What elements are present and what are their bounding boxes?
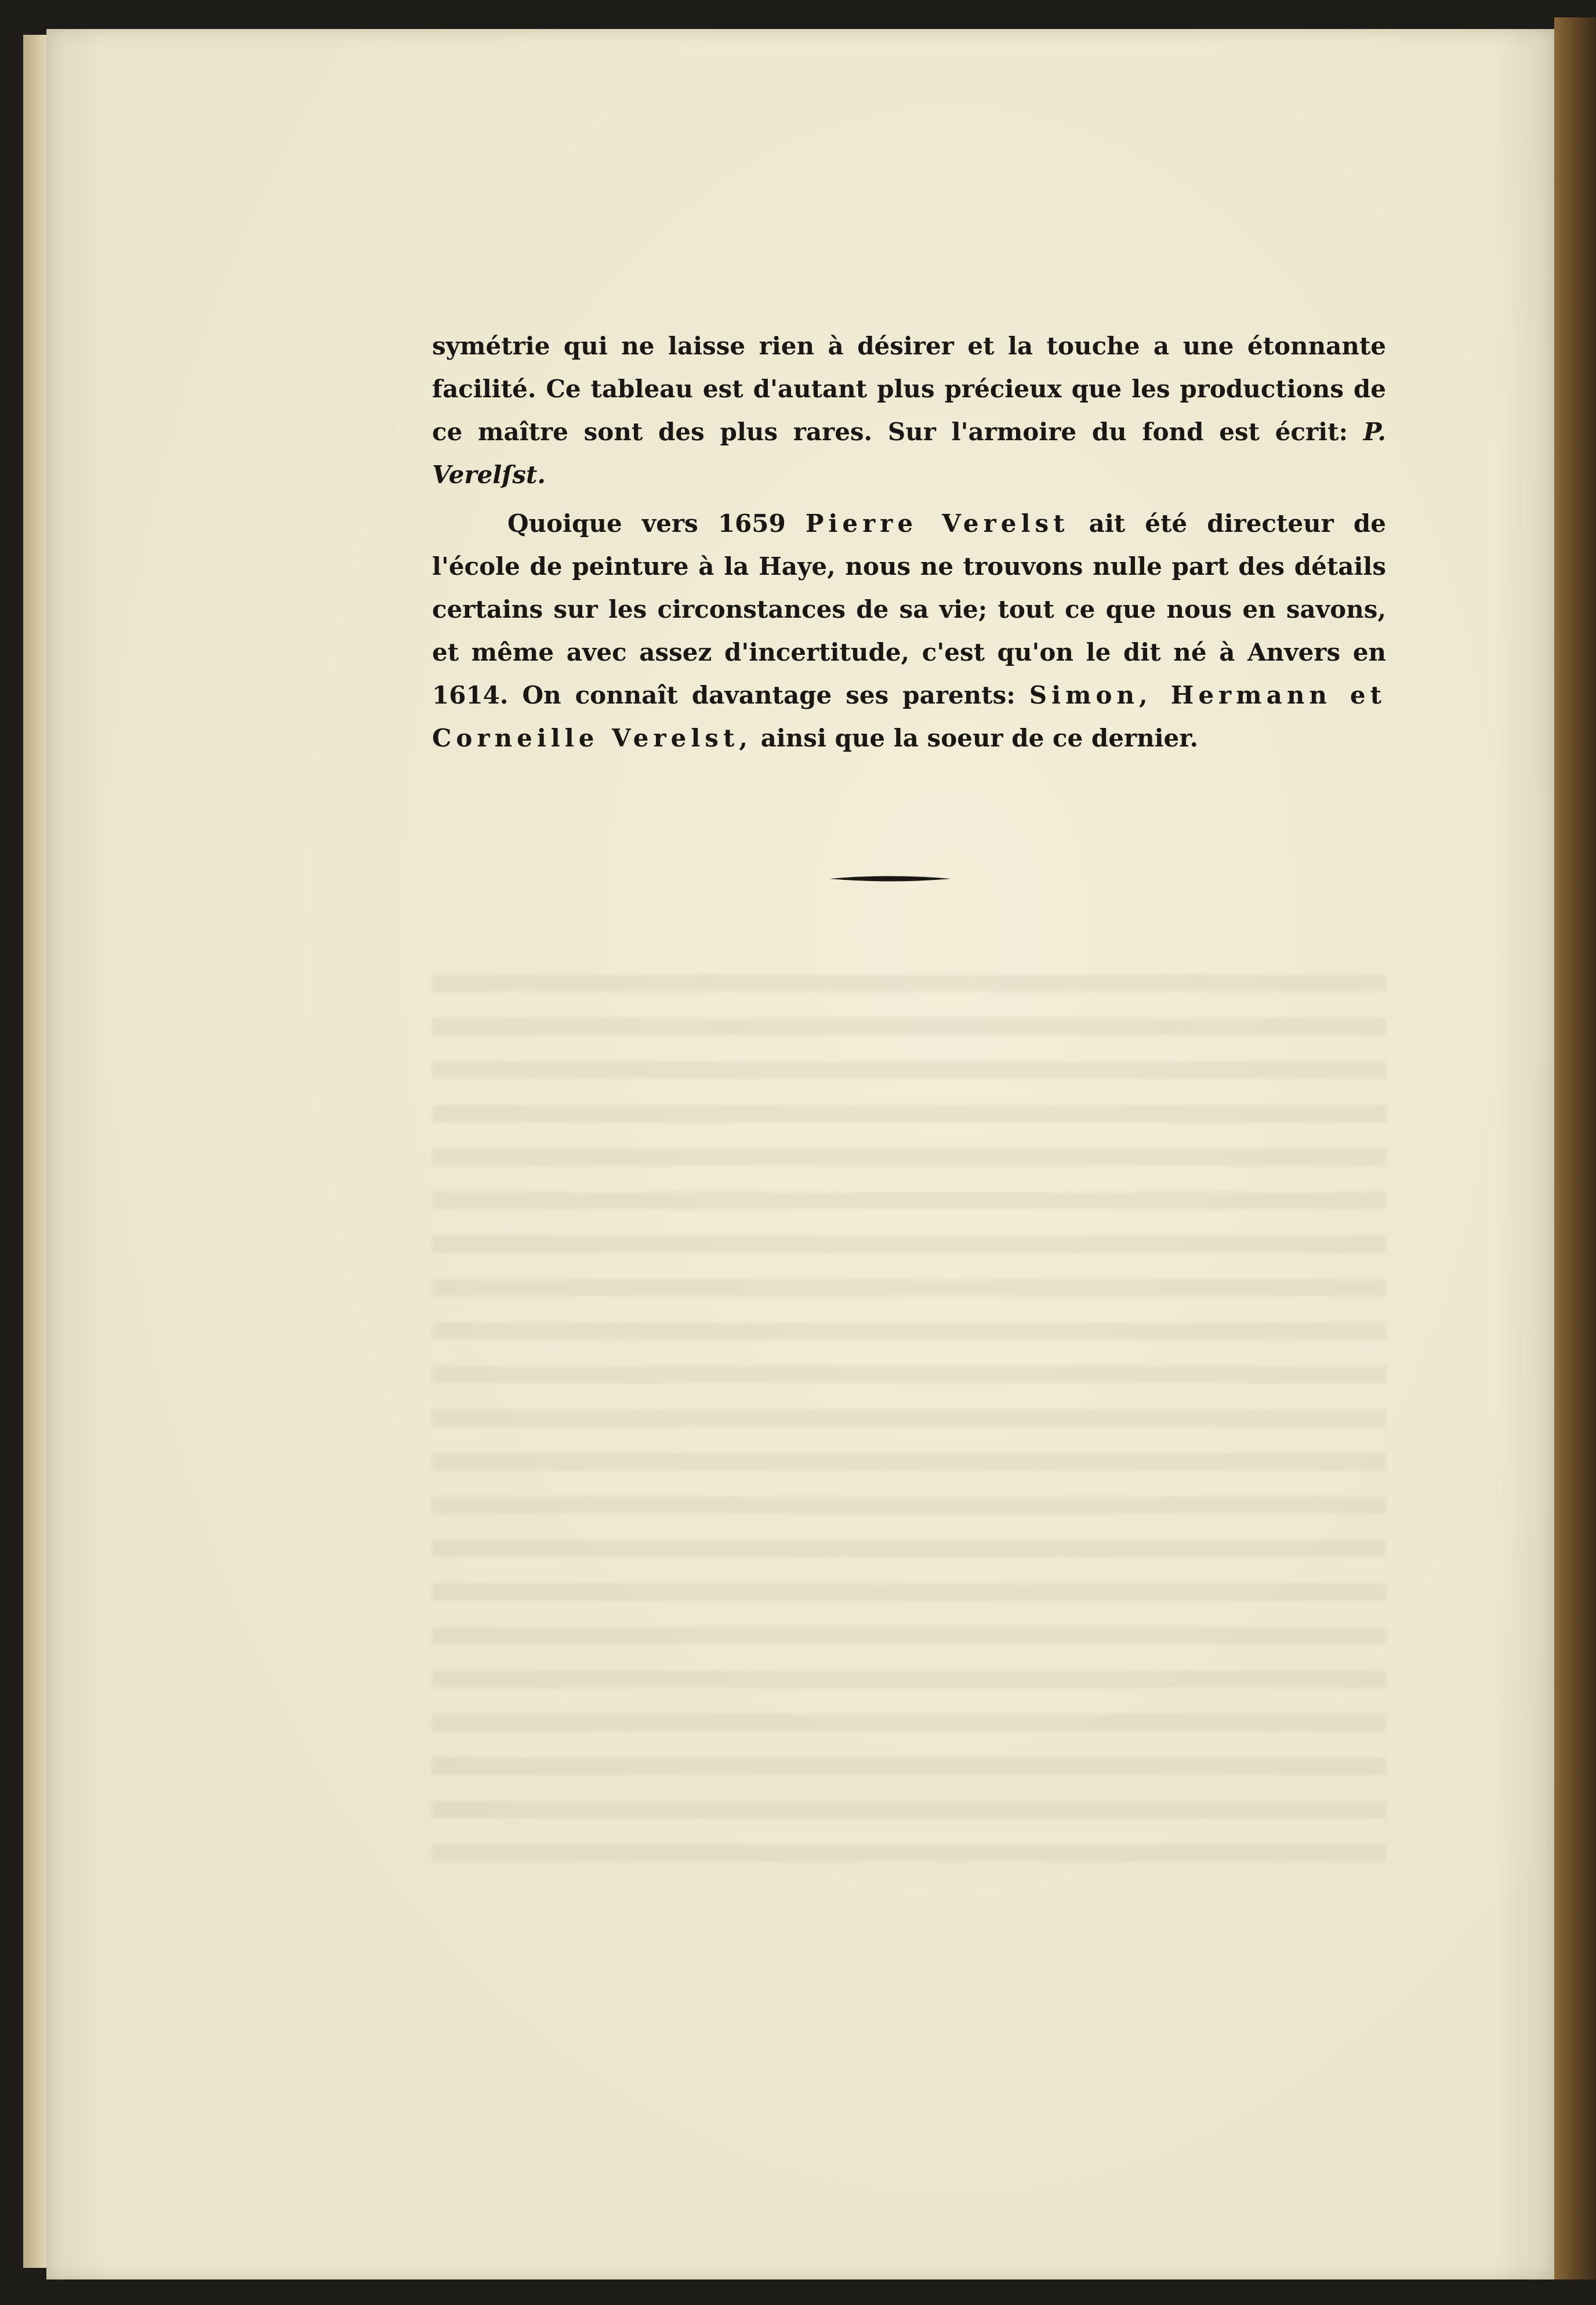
paragraph-2 [432,502,1386,760]
binding-edge-right [1554,17,1596,2279]
names-parents: Simon, Hermann et Corneille Verelst, [432,681,1386,752]
end-rule [829,875,951,883]
body-text [432,325,1386,760]
paragraph-2-ending: ainsi que la soeur de ce dernier. [752,724,1199,752]
paragraph-2-body: ait été directeur de l'école de peinture à la Haye, nous ne trouvons nulle part des détails certains sur les circonstances de sa vie; tout ce que nous en savons, et même avec assez d'incertitude, c'est qu'on le dit né à Anvers en 1614. On connaît davantage ses parents: [432,509,1386,709]
paragraph-2-start: Quoique vers 1659 [507,509,806,538]
bleed-through-text [432,974,1386,1879]
painter-signature: P. Verelſst. [432,418,1386,489]
name-pierre-verelst: Pierre Verelst [805,509,1069,538]
paragraph-1 [432,325,1386,496]
paragraph-1-line-1: symétrie qui ne laisse rien à désirer et la touche a une étonnante facilité. [432,332,1386,403]
paragraph-1-line-3: sont des plus rares. Sur l'armoire du fond est écrit: [583,418,1363,446]
paragraph-1-line-2: Ce tableau est d'autant plus précieux que les productions de ce maître [432,375,1387,446]
